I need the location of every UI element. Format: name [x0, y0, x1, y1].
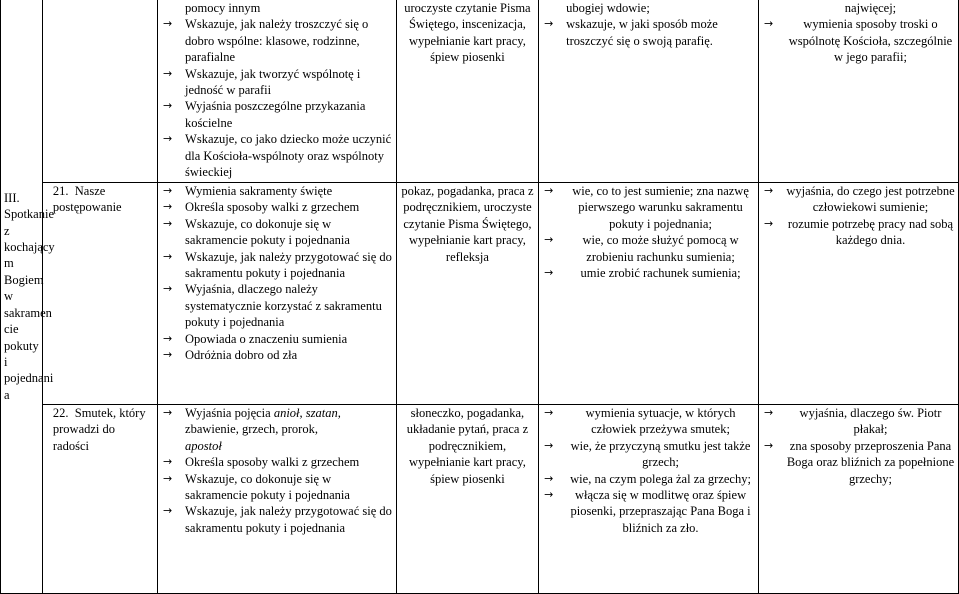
list-item: [542, 16, 755, 49]
list-item-text: wie, co to jest sumienie; zna nazwę pierwszego warunku sakramentu pokuty i pojednania;: [572, 184, 749, 231]
section-label-line: Spotkanie: [4, 207, 54, 222]
objectives-cell: [158, 0, 397, 183]
extended-requirements-cell: [758, 405, 958, 594]
section-label-cell: [1, 0, 55, 594]
list-item-text: Wskazuje, jak należy troszczyć się o dobro wspólne: klasowe, rodzinne, parafialne: [185, 17, 369, 65]
list-item: [542, 438, 755, 471]
section-label-line: kochający: [4, 240, 55, 255]
arrow-bullet-icon: →: [163, 504, 173, 518]
extended-requirements-list: [762, 0, 955, 66]
section-label-line: III.: [4, 190, 20, 205]
arrow-bullet-icon: →: [763, 184, 774, 197]
arrow-bullet-icon: →: [544, 233, 554, 247]
lesson-cell: [42, 183, 157, 405]
list-item-text: Wskazuje, co dokonuje się w sakramencie pokuty i pojednania: [185, 471, 350, 503]
list-item: [542, 487, 755, 536]
basic-requirements-cell: [539, 183, 759, 405]
list-item: [161, 331, 393, 347]
list-item-text: Określa sposoby walki z grzechem: [185, 200, 360, 215]
objectives-list: [161, 183, 393, 363]
arrow-bullet-icon: →: [163, 348, 173, 362]
list-item-text: wyjaśnia, dlaczego św. Piotr płakał;: [799, 406, 942, 437]
arrow-bullet-icon: →: [163, 455, 173, 469]
list-item: [161, 183, 393, 199]
list-item: [542, 265, 755, 281]
arrow-bullet-icon: →: [163, 406, 173, 419]
list-item-text: ubogiej wdowie;: [566, 1, 650, 15]
list-item-text: zbawienie, grzech, prorok,: [185, 422, 318, 437]
list-item: [762, 16, 955, 65]
list-item: [161, 249, 393, 282]
methods-cell: [396, 183, 538, 405]
list-item: [161, 16, 393, 65]
list-item: [542, 471, 755, 487]
list-item-text: umie zrobić rachunek sumienia;: [580, 266, 741, 281]
section-label-line: pokuty i: [4, 338, 39, 369]
list-item-text: Wyjaśnia poszczególne przykazania kościelne: [185, 99, 366, 130]
list-item-text: Wskazuje, jak tworzyć wspólnotę i jedność w parafii: [185, 66, 361, 98]
lesson-cell: [42, 405, 157, 594]
list-item-italic-text: apostoł: [185, 438, 222, 453]
list-item: [161, 66, 393, 99]
list-item-text: wymienia sposoby troski o wspólnotę Kościoła, szczególnie w jego parafii;: [788, 17, 953, 65]
list-item-text: Wskazuje, co dokonuje się w sakramencie pokuty i pojednania: [185, 216, 350, 248]
arrow-bullet-icon: →: [163, 66, 173, 80]
methods-text: uroczyste czytanie Pisma Świętego, inscenizacja, wypełnianie kart pracy, śpiew piosenki: [404, 1, 531, 65]
methods-cell: [396, 405, 538, 594]
list-item-text: rozumie potrzebę pracy nad sobą każdego dnia.: [787, 216, 954, 248]
basic-requirements-list: [542, 183, 755, 281]
section-label-line: cie: [4, 322, 19, 337]
arrow-bullet-icon: →: [163, 249, 173, 263]
objectives-cell: [158, 405, 397, 594]
methods-text: pokaz, pogadanka, praca z podręcznikiem, uroczyste czytanie Pisma Świętego, wypełnianie kart pracy, refleksja: [401, 184, 534, 264]
list-item-text: Określa sposoby walki z grzechem: [185, 455, 360, 470]
list-item: [762, 216, 955, 249]
list-item: [161, 281, 393, 330]
list-item-text: wyjaśnia, do czego jest potrzebne człowiekowi sumienie;: [786, 184, 955, 215]
list-item-text: zna sposoby przeproszenia Pana Boga oraz bliźnich za popełnione grzechy;: [786, 438, 955, 486]
list-item-text: najwięcej;: [844, 1, 897, 15]
arrow-bullet-icon: →: [163, 200, 173, 214]
list-item-text: pomocy innym: [185, 1, 261, 15]
section-label-line: z: [4, 223, 10, 238]
list-item: [542, 232, 755, 265]
arrow-bullet-icon: →: [544, 266, 554, 280]
section-label-line: a: [4, 387, 10, 402]
list-item: [161, 199, 393, 215]
list-item-text: Wymienia sakramenty święte: [185, 184, 333, 198]
table-row: [1, 183, 959, 405]
arrow-bullet-icon: →: [163, 99, 173, 113]
arrow-bullet-icon: →: [163, 17, 173, 31]
lesson-title: Nasze postępowanie: [52, 184, 122, 215]
list-item: [161, 216, 393, 249]
objectives-list: [161, 405, 393, 536]
list-item-text: Wyjaśnia pojęcia: [185, 406, 274, 420]
methods-text: słoneczko, pogadanka, układanie pytań, praca z podręcznikiem, wypełnianie kart pracy, śpiew piosenki: [406, 406, 529, 486]
list-item: [161, 405, 393, 454]
arrow-bullet-icon: →: [544, 406, 554, 419]
basic-requirements-cell: [539, 405, 759, 594]
section-label-line: pojednani: [4, 371, 54, 386]
list-item: [161, 347, 393, 363]
arrow-bullet-icon: →: [544, 438, 554, 452]
arrow-bullet-icon: →: [763, 406, 774, 419]
list-item-text: włącza się w modlitwę oraz śpiew piosenki, przepraszając Pana Boga i bliźnich za zło.: [570, 488, 751, 535]
arrow-bullet-icon: →: [763, 216, 774, 230]
arrow-bullet-icon: →: [544, 17, 554, 31]
section-label-line: m: [4, 256, 14, 271]
list-item-text: Opowiada o znaczeniu sumienia: [185, 331, 348, 346]
extended-requirements-list: [762, 405, 955, 487]
section-label-line: sakramen: [4, 305, 52, 320]
arrow-bullet-icon: →: [163, 132, 173, 146]
list-item: [161, 131, 393, 180]
arrow-bullet-icon: →: [544, 488, 554, 502]
list-item: [161, 454, 393, 470]
lesson-number: 22.: [52, 406, 69, 420]
list-item-text: Wskazuje, co jako dziecko może uczynić dla Kościoła-wspólnoty oraz wspólnoty świeckiej: [185, 132, 392, 180]
list-item-text: Wyjaśnia, dlaczego należy systematycznie korzystać z sakramentu pokuty i pojednania: [185, 282, 382, 330]
arrow-bullet-icon: →: [163, 471, 173, 485]
arrow-bullet-icon: →: [163, 216, 173, 230]
section-label: [4, 190, 55, 403]
list-item-text: wskazuje, w jaki sposób może troszczyć się o swoją parafię.: [566, 17, 718, 48]
list-item-text: Wskazuje, jak należy przygotować się do sakramentu pokuty i pojednania: [185, 249, 392, 281]
list-item: [762, 0, 955, 16]
list-item: [161, 503, 393, 536]
arrow-bullet-icon: →: [763, 17, 774, 31]
extended-requirements-cell: [758, 0, 958, 183]
lesson-number: 21.: [52, 184, 69, 198]
section-label-line: Bogiem w: [4, 272, 44, 304]
list-item: [762, 183, 955, 216]
list-item-italic-text: anioł, szatan,: [273, 406, 341, 420]
methods-cell: [396, 0, 538, 183]
arrow-bullet-icon: →: [163, 282, 173, 296]
arrow-bullet-icon: →: [763, 438, 774, 452]
objectives-list: [161, 0, 393, 180]
arrow-bullet-icon: →: [163, 184, 173, 197]
objectives-cell: [158, 183, 397, 405]
list-item-text: wie, co może służyć pomocą w zrobieniu rachunku sumienia;: [582, 233, 739, 264]
list-item: [762, 405, 955, 438]
list-item: [161, 0, 393, 16]
arrow-bullet-icon: →: [163, 331, 173, 345]
basic-requirements-list: [542, 0, 755, 49]
list-item-text: wie, na czym polega żal za grzechy;: [570, 471, 751, 486]
list-item-text: wie, że przyczyną smutku jest także grzech;: [570, 438, 751, 470]
list-item-text: wymienia sytuacje, w których człowiek przeżywa smutek;: [585, 406, 736, 437]
lesson-cell-empty: [42, 0, 157, 183]
list-item: [542, 405, 755, 438]
arrow-bullet-icon: →: [544, 471, 554, 485]
lesson-title: Smutek, który prowadzi do radości: [52, 406, 146, 453]
arrow-bullet-icon: →: [544, 184, 554, 197]
list-item-text: Wskazuje, jak należy przygotować się do sakramentu pokuty i pojednania: [185, 504, 392, 535]
list-item: [161, 471, 393, 504]
basic-requirements-cell: [539, 0, 759, 183]
list-item-text: Odróżnia dobro od zła: [185, 348, 298, 363]
list-item: [542, 183, 755, 232]
extended-requirements-cell: [758, 183, 958, 405]
list-item: [161, 98, 393, 131]
list-item: [542, 0, 755, 16]
table-row: [1, 0, 959, 183]
basic-requirements-list: [542, 405, 755, 536]
table-row: [1, 405, 959, 594]
extended-requirements-list: [762, 183, 955, 249]
list-item: [762, 438, 955, 487]
